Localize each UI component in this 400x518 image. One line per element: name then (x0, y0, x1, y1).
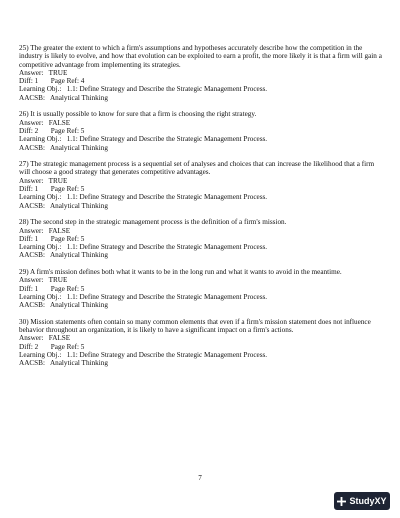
question-25 (19, 44, 385, 102)
question-text: 30) Mission statements often contain so many common elements that even if a firm's mission statement does not influence behavior throughout an organization, it is likely to have a significant impact on a firm's actions. (19, 317, 371, 335)
learning-objective-line: Learning Obj.: 1.1: Define Strategy and Describe the Strategic Management Process. (19, 350, 268, 359)
question-29 (19, 268, 385, 309)
answer-line: Answer: TRUE (19, 276, 68, 285)
difficulty-line: Diff: 2 Page Ref: 5 (19, 342, 85, 351)
question-text: 25) The greater the extent to which a firm's assumptions and hypotheses accurately describe how the competition in the industry is likely to evolve, and how that evolution can be exploited to earn a profit, the more likely it is that a firm will gain a competitive advantage from implementing its strategies. (19, 44, 382, 69)
aacsb-line: AACSB: Analytical Thinking (19, 143, 108, 152)
difficulty-line: Diff: 1 Page Ref: 5 (19, 234, 85, 243)
question-text: 26) It is usually possible to know for sure that a firm is choosing the right strategy. (19, 110, 257, 119)
plus-icon (337, 497, 346, 506)
learning-objective-line: Learning Obj.: 1.1: Define Strategy and Describe the Strategic Management Process. (19, 135, 268, 144)
answer-line: Answer: TRUE (19, 176, 68, 185)
answer-line: Answer: FALSE (19, 226, 71, 235)
aacsb-line: AACSB: Analytical Thinking (19, 251, 108, 260)
aacsb-line: AACSB: Analytical Thinking (19, 93, 108, 102)
difficulty-line: Diff: 1 Page Ref: 5 (19, 284, 85, 293)
answer-line: Answer: FALSE (19, 334, 71, 343)
learning-objective-line: Learning Obj.: 1.1: Define Strategy and Describe the Strategic Management Process. (19, 292, 268, 301)
answer-line: Answer: TRUE (19, 68, 68, 77)
studyxy-watermark (334, 492, 390, 510)
page-number: 7 (198, 474, 202, 482)
question-text: 27) The strategic management process is a sequential set of analyses and choices that can increase the likelihood that a firm will choose a good strategy that generates competitive advantages. (19, 160, 375, 177)
difficulty-line: Diff: 1 Page Ref: 4 (19, 77, 85, 86)
question-text: 29) A firm's mission defines both what it wants to be in the long run and what it wants to avoid in the meantime. (19, 268, 342, 277)
question-28 (19, 218, 385, 259)
learning-objective-line: Learning Obj.: 1.1: Define Strategy and Describe the Strategic Management Process. (19, 243, 268, 252)
learning-objective-line: Learning Obj.: 1.1: Define Strategy and Describe the Strategic Management Process. (19, 193, 268, 202)
question-text: 28) The second step in the strategic management process is the definition of a firm's mission. (19, 218, 287, 227)
aacsb-line: AACSB: Analytical Thinking (19, 301, 108, 310)
learning-objective-line: Learning Obj.: 1.1: Define Strategy and Describe the Strategic Management Process. (19, 85, 268, 94)
aacsb-line: AACSB: Analytical Thinking (19, 201, 108, 210)
question-30 (19, 318, 385, 368)
watermark-text: StudyXY (349, 496, 387, 506)
question-list (19, 44, 385, 376)
difficulty-line: Diff: 2 Page Ref: 5 (19, 126, 85, 135)
question-26 (19, 110, 385, 151)
answer-line: Answer: FALSE (19, 118, 71, 127)
question-27 (19, 160, 385, 210)
difficulty-line: Diff: 1 Page Ref: 5 (19, 185, 85, 194)
aacsb-line: AACSB: Analytical Thinking (19, 359, 108, 368)
